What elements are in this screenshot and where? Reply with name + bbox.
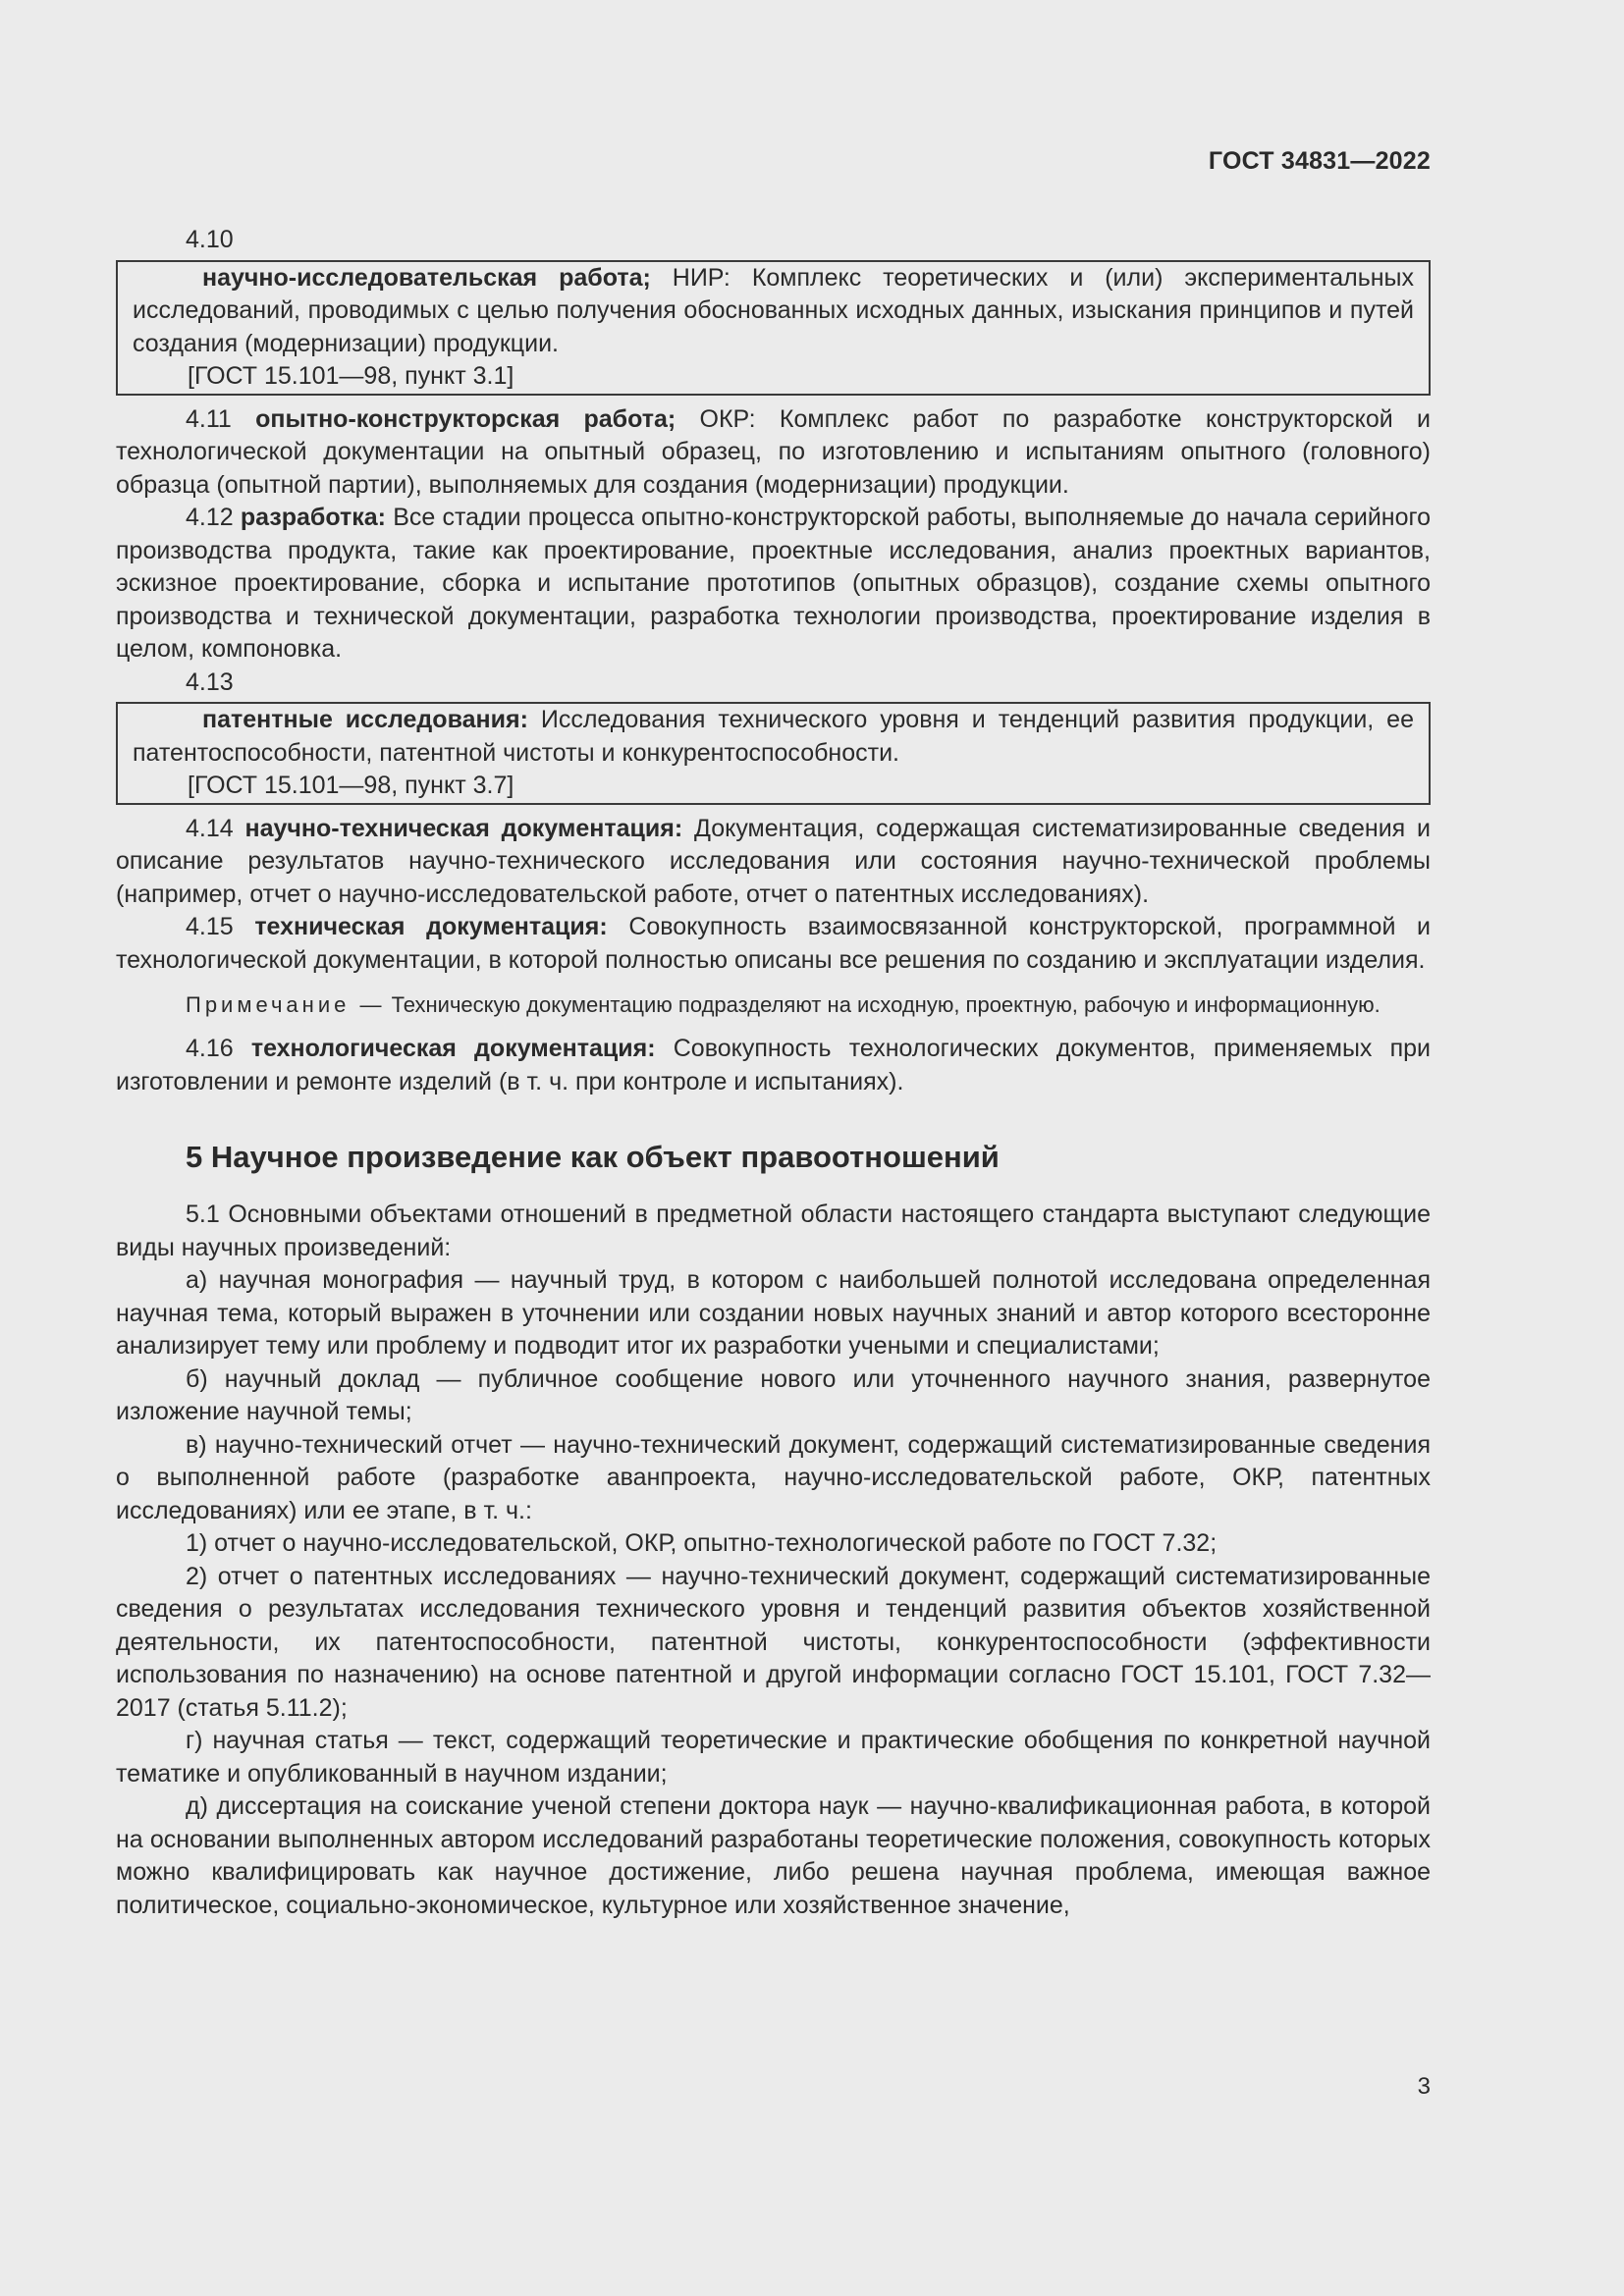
definition-text-4-15: Совокупность взаимосвязанной конструкторской, программной и технологической документации, в которой полностью описаны все решения по созданию и эксплуатации изделия. (116, 913, 1432, 974)
term-4-15: техническая документация: (254, 913, 608, 940)
item-number-4-12: 4.12 (186, 504, 241, 531)
definition-4-11 (116, 403, 1431, 503)
definition-text-4-10: НИР: Комплекс теоретических и (или) экспериментальных исследований, проводимых с целью получения обоснованных исходных данных, изыскания принципов и путей создания (модернизации) продукции. (133, 263, 1414, 357)
term-4-11: опытно-конструкторская работа; (255, 404, 677, 433)
source-ref-4-10: [ГОСТ 15.101—98, пункт 3.1] (188, 362, 514, 390)
item-number-4-15: 4.15 (186, 913, 255, 940)
definition-4-10 (133, 262, 1414, 361)
note-label: Примечание — (186, 992, 386, 1017)
note-text: Техническую документацию подразделяют на исходную, проектную, рабочую и информационную. (385, 992, 1380, 1017)
term-4-14: научно-техническая документация: (244, 814, 683, 842)
definition-text-4-11: ОКР: Комплекс работ по разработке конструкторской и технологической документации на опытный образец, по изготовлению и испытаниям опытного (головного) образца (опытной партии), выполняемых для создания (модернизации) продукции. (116, 404, 1431, 499)
list-item-g: г) научная статья — текст, содержащий теоретические и практические обобщения по конкретной научной тематике и опубликованный в научном издании; (116, 1727, 1431, 1788)
definition-text-4-14: Документация, содержащая систематизированные сведения и описание результатов научно-технического исследования или состояния научно-технической проблемы (например, отчет о научно-исследовательской работе, отчет о патентных исследованиях). (116, 814, 1431, 908)
definition-text-4-16: Совокупность технологических документов, применяемых при изготовлении и ремонте изделий (в т. ч. при контроле и испытаниях). (116, 1035, 1432, 1095)
list-item-d: д) диссертация на соискание ученой степени доктора наук — научно-квалификационная работа, в которой на основании выполненных автором исследований разработаны теоретические положения, совокупность которых можно квалифицировать как научное достижение, либо решена научная проблема, имеющая важное политическое, социально-экономическое, культурное или хозяйственное значение, (116, 1792, 1431, 1919)
definition-4-13 (133, 704, 1414, 770)
item-number-4-16: 4.16 (186, 1035, 251, 1062)
page-number: 3 (1417, 2073, 1431, 2100)
list-item-v-2: 2) отчет о патентных исследованиях — научно-технический документ, содержащий систематизированные сведения о результатах исследования технического уровня и тенденций развития объектов хозяйственной деятельности, их патентоспособности, патентной чистоты, конкурентоспособности (эффективности использования по назначению) на основе патентной и другой информации согласно ГОСТ 15.101, ГОСТ 7.32—2017 (статья 5.11.2); (116, 1562, 1431, 1722)
item-number-4-10: 4.10 (186, 226, 234, 253)
definition-text-4-13: Исследования технического уровня и тенденций развития продукции, ее патентоспособности, патентной чистоты и конкурентоспособности. (133, 706, 1414, 767)
term-4-13: патентные исследования: (202, 706, 528, 733)
term-4-10: научно-исследовательская работа; (202, 263, 651, 292)
standard-designation: ГОСТ 34831—2022 (1208, 147, 1431, 175)
list-item-b: б) научный доклад — публичное сообщение нового или уточненного научного знания, развернутое изложение научной темы; (116, 1364, 1431, 1425)
list-item-a: а) научная монография — научный труд, в котором с наибольшей полнотой исследована определенная научная тема, который выражен в уточнении или создании новых научных знаний и автор которого всесторонне анализирует тему или проблему и подводит итог их разработки учеными и специалистами; (116, 1266, 1431, 1360)
definition-4-14 (116, 813, 1431, 912)
note-4-15 (116, 990, 1431, 1019)
definition-box-4-13 (116, 702, 1431, 805)
item-number-4-13: 4.13 (186, 667, 234, 696)
definition-box-4-10 (116, 260, 1431, 396)
definition-4-12 (116, 502, 1431, 667)
paragraph-5-1: 5.1 Основными объектами отношений в предметной области настоящего стандарта выступают следующие виды научных произведений: (116, 1201, 1431, 1261)
term-4-16: технологическая документация: (250, 1035, 656, 1062)
term-4-12: разработка: (240, 504, 387, 531)
section-5-heading: 5 Научное произведение как объект правоотношений (186, 1140, 1000, 1174)
definition-4-16 (116, 1033, 1431, 1098)
item-number-4-14: 4.14 (186, 814, 245, 842)
definition-4-15 (116, 911, 1431, 977)
item-number-4-11: 4.11 (186, 404, 256, 433)
list-item-v: в) научно-технический отчет — научно-технический документ, содержащий систематизированные сведения о выполненной работе (разработке аванпроекта, научно-исследовательской работе, ОКР, патентных исследованиях) или ее этапе, в т. ч.: (116, 1430, 1431, 1524)
definition-text-4-12: Все стадии процесса опытно-конструкторской работы, выполняемые до начала серийного производства продукта, такие как проектирование, проектные исследования, анализ проектных вариантов, эскизное проектирование, сборка и испытание прототипов (опытных образцов), создание схемы опытного производства и технической документации, разработка технологии производства, проектирование изделия в целом, компоновка. (116, 504, 1431, 663)
page-content (116, 224, 1431, 1922)
list-item-v-1: 1) отчет о научно-исследовательской, ОКР, опытно-технологической работе по ГОСТ 7.32; (186, 1529, 1218, 1557)
source-ref-4-13: [ГОСТ 15.101—98, пункт 3.7] (188, 772, 514, 799)
